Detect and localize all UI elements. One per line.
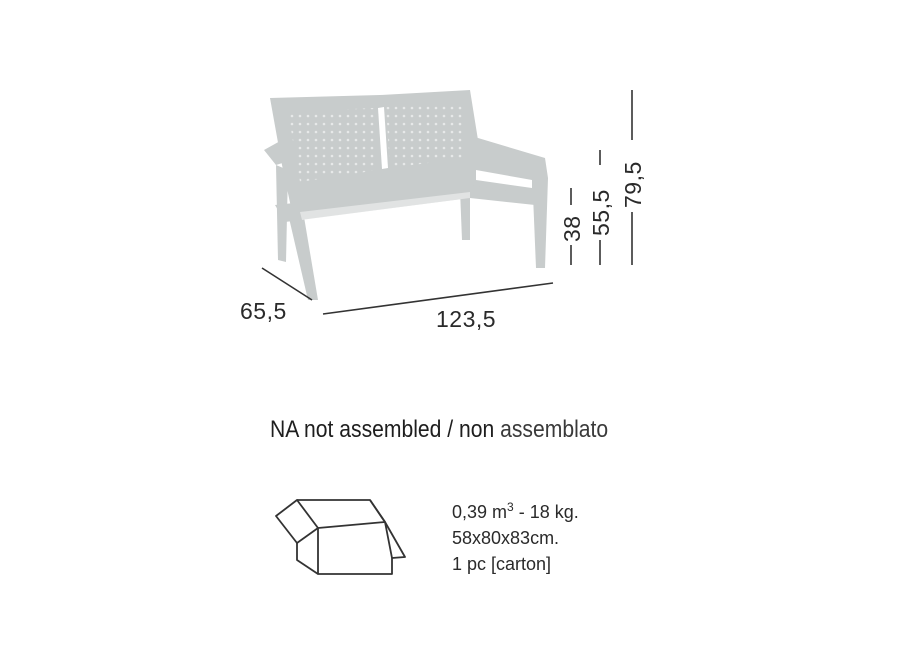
arm-height-label: 55,5 <box>588 189 614 236</box>
width-label: 123,5 <box>436 306 497 332</box>
packaging-volume-exponent: 3 <box>507 500 514 514</box>
packaging-carton-size: 58x80x83cm. <box>452 528 560 548</box>
seat-height-label: 38 <box>559 215 585 242</box>
bench-icon <box>264 90 548 300</box>
total-height-label: 79,5 <box>620 161 646 208</box>
packaging-quantity: 1 pc [carton] <box>452 554 552 574</box>
assembly-note <box>270 416 622 444</box>
depth-label: 65,5 <box>240 298 287 324</box>
assembly-note-suffix: assemblato <box>500 416 609 443</box>
open-carton-icon <box>276 500 405 574</box>
assembly-note-prefix: NA not assembled / non <box>270 416 495 443</box>
packaging-volume: 0,39 m <box>452 502 508 522</box>
packaging-info <box>452 494 579 577</box>
packaging-weight: - 18 kg. <box>513 502 579 522</box>
packaging-volume-weight <box>452 494 579 525</box>
